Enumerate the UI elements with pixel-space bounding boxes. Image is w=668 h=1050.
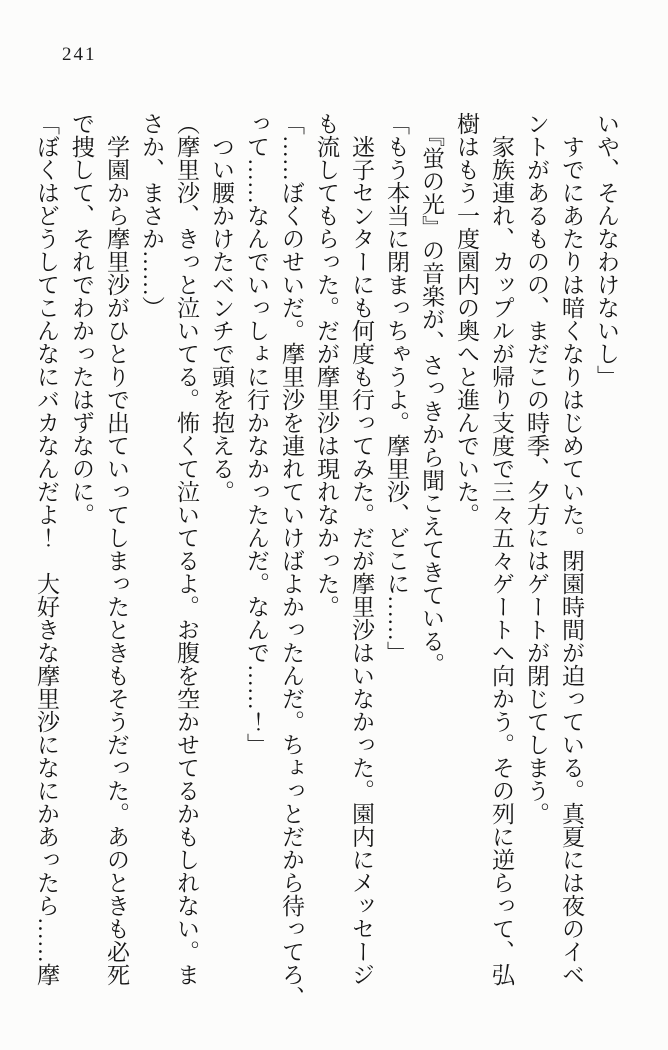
vertical-text-block (29, 112, 624, 1014)
text-line: 「もう本当に閉まっちゃうよ。摩里沙、どこに……」 (384, 112, 409, 664)
text-line: 「ぼくはどうしてこんなにバカなんだよ！ 大好きな摩里沙になにかあったら……摩 (34, 112, 59, 986)
text-line: 迷子センターにも何度も行ってみた。だが摩里沙はいなかった。園内にメッセージ (349, 112, 374, 986)
text-line: さか、まさか……） (139, 112, 164, 319)
text-line: つい腰かけたベンチで頭を抱える。 (209, 112, 234, 503)
text-line: いや、そんなわけないし」 (594, 112, 619, 388)
text-line: 学園から摩里沙がひとりで出ていってしまったときもそうだった。あのときも必死 (104, 112, 129, 986)
text-line: （摩里沙、きっと泣いてる。怖くて泣いてるよ。お腹を空かせてるかもしれない。ま (174, 112, 199, 986)
text-line: ントがあるものの、まだこの時季、夕方にはゲートが閉じてしまう。 (524, 112, 549, 825)
text-line: 『蛍の光』の音楽が、さっきから聞こえてきている。 (419, 112, 444, 676)
text-line: 「……ぼくのせいだ。摩里沙を連れていけばよかったんだ。ちょっとだから待ってろ、 (279, 112, 304, 1009)
text-line: も流してもらった。だが摩里沙は現れなかった。 (314, 112, 339, 618)
text-line: って……なんでいっしょに行かなかったんだ。なんで……！」 (244, 112, 269, 756)
text-line: すでにあたりは暗くなりはじめていた。閉園時間が迫っている。真夏には夜のイベ (559, 112, 584, 986)
text-line: 樹はもう一度園内の奥へと進んでいた。 (454, 112, 479, 526)
text-line: 家族連れ、カップルが帰り支度で三々五々ゲートへ向かう。その列に逆らって、弘 (489, 112, 514, 986)
page-number: 241 (62, 44, 97, 65)
text-line: で捜して、それでわかったはずなのに。 (69, 112, 94, 526)
